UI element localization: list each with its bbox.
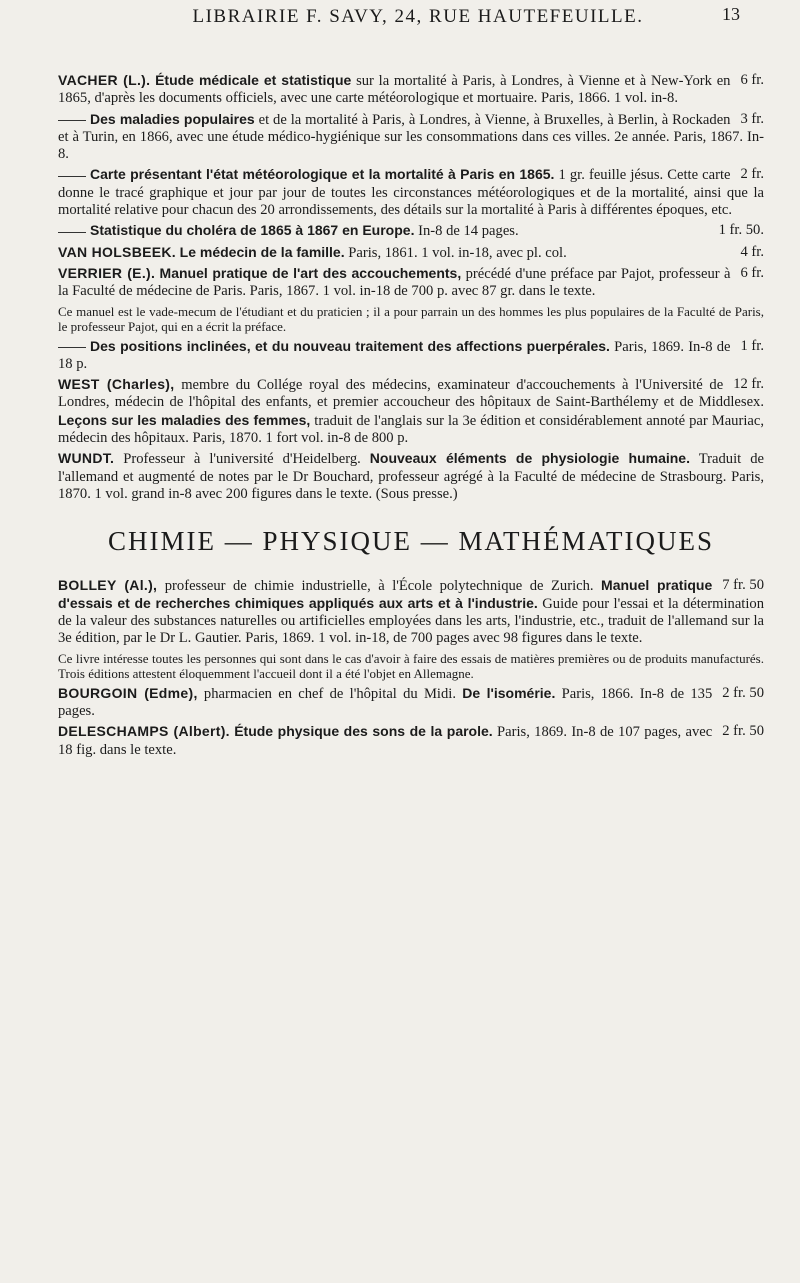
entry-text: In-8 de 14 pages. [418, 223, 519, 240]
catalogue-entry [58, 111, 764, 164]
entry-text: professeur de chimie industrielle, à l'École polytechnique de Zurich. [164, 577, 594, 594]
entry-text: Paris, 1861. 1 vol. in-18, avec pl. col. [348, 244, 567, 261]
entry-dash [58, 120, 86, 121]
entry-note: Ce livre intéresse toutes les personnes qui sont dans le cas d'avoir à faire des essais de matières premières ou de produits manufacturés. Trois éditions attestent éloquemment l'accueil dont il a été l'objet en Allemagne. [58, 650, 764, 682]
entry-author: DELESCHAMPS (Albert). [58, 723, 230, 740]
entry-title: Nouveaux éléments de physiologie humaine. [369, 450, 690, 467]
entry-note: Ce manuel est le vade-mecum de l'étudiant et du praticien ; il a pour parrain un des hommes les plus populaires de la Faculté de Paris, le professeur Pajot, qui en a écrit la préface. [58, 303, 764, 335]
medicine-entries [58, 72, 764, 503]
entry-author: WEST (Charles), [58, 376, 175, 393]
entry-text: Paris, 1866. In-8 de 135 pages. [58, 685, 713, 720]
running-head: LIBRAIRIE F. SAVY, 24, RUE HAUTEFEUILLE. [192, 6, 644, 27]
entry-title: Manuel pratique d'essais et de recherches chimiques appliqués aux arts et à l'industrie. [58, 576, 713, 611]
entry-price: 1 fr. [740, 337, 764, 354]
entry-title: Étude médicale et statistique [155, 72, 352, 88]
entry-price: 6 fr. [740, 264, 764, 281]
catalogue-entry [58, 222, 764, 240]
catalogue-entry [58, 338, 764, 374]
catalogue-entry [58, 166, 764, 219]
entry-title: Manuel pratique de l'art des accouchements, [159, 264, 462, 281]
catalogue-entry [58, 450, 764, 503]
entry-dash [58, 176, 86, 177]
entry-text: pharmacien en chef de l'hôpital du Midi. [203, 685, 456, 702]
entry-text: Guide pour l'essai et la détermination de la valeur des substances naturelles ou artificielles employées dans les arts, l'industrie, etc., traduit de l'allemand sur la 3e édition, par le Dr L. Gautier. Paris, 1869. 1 vol. in-18, de 700 pages avec 98 figures dans le texte. [58, 595, 764, 647]
entry-text: Paris, 1869. In-8 de 18 p. [58, 338, 731, 372]
page-number: 13 [722, 4, 740, 24]
entry-price: 6 fr. [740, 72, 764, 88]
catalogue-entry [58, 72, 764, 108]
entry-author: VAN HOLSBEEK. [58, 243, 176, 260]
catalogue-entry [58, 244, 764, 262]
entry-title: Des maladies populaires [90, 110, 255, 127]
science-entries [58, 577, 764, 759]
catalogue-entry [58, 685, 764, 721]
entry-author: WUNDT. [58, 450, 115, 467]
entry-author: VACHER (L.). [58, 72, 151, 88]
entry-text: Professeur à l'université d'Heidelberg. [123, 451, 361, 468]
entry-author: BOURGOIN (Edme), [58, 684, 198, 701]
entry-text: sur la mortalité à Paris, à Londres, à Vienne et à New-York en 1865, d'après les documents officiels, avec une carte météorologique et mortuaire. Paris, 1866. 1 vol. in-8. [58, 73, 731, 107]
entry-text: et de la mortalité à Paris, à Londres, à Vienne, à Bruxelles, à Berlin, à Rockaden et à Turin, en 1866, avec une étude médico-hygiénique sur les consommations dans ces villes. 2e année. Paris, 1867. In-8. [58, 111, 764, 163]
entry-text: précédé d'une préface par Pajot, professeur à la Faculté de médecine de Paris. Paris, 1867. 1 vol. in-18 de 700 p. avec 87 gr. dans le texte. [58, 265, 731, 300]
entry-price: 12 fr. [733, 376, 764, 393]
entry-text: 1 gr. feuille jésus. Cette carte donne le tracé graphique et jour par jour de toutes les circonstances météorologiques et de la mortalité, ainsi que la mortalité relative pour chacun des 20 arrondissements, des détails sur la mortalité à Paris à différentes époques, etc. [58, 167, 764, 219]
entry-title: Leçons sur les maladies des femmes, [58, 411, 311, 428]
entry-text: membre du Collége royal des médecins, examinateur d'accouchements à l'Université de Londres, médecin de l'hôpital des enfants, et premier accoucheur des hôpitaux de Saint-Barthélemy et de Middlesex. [58, 377, 764, 411]
entry-title: Statistique du choléra de 1865 à 1867 en Europe. [90, 222, 415, 239]
entry-title: Carte présentant l'état météorologique et la mortalité à Paris en 1865. [90, 166, 555, 183]
entry-title: Étude physique des sons de la parole. [234, 723, 493, 740]
catalogue-body [58, 72, 764, 762]
entry-text: Traduit de l'allemand et augmenté de notes par le Dr Bouchard, professeur agrégé à la Faculté de médecine de Strasbourg. Paris, 1870. 1 vol. grand in-8 avec 200 figures dans le texte. (Sous presse.) [58, 451, 764, 502]
entry-dash [58, 232, 86, 233]
catalogue-entry [58, 376, 764, 447]
entry-price: 4 fr. [740, 243, 764, 260]
entry-price: 2 fr. 50 [722, 723, 764, 740]
entry-price: 7 fr. 50 [722, 576, 764, 593]
catalogue-entry [58, 265, 764, 301]
entry-price: 2 fr. [740, 166, 764, 183]
section-heading: CHIMIE — PHYSIQUE — MATHÉMATIQUES [108, 526, 714, 557]
entry-title: Des positions inclinées, et du nouveau traitement des affections puerpérales. [90, 337, 610, 354]
entry-author: BOLLEY (Al.), [58, 576, 158, 593]
entry-price: 2 fr. 50 [722, 684, 764, 701]
entry-author: VERRIER (E.). [58, 264, 156, 281]
catalogue-entry [58, 723, 764, 759]
entry-title: De l'isomérie. [462, 684, 556, 701]
catalogue-entry [58, 577, 764, 648]
entry-dash [58, 347, 86, 348]
entry-price: 3 fr. [740, 110, 764, 127]
entry-title: Le médecin de la famille. [179, 243, 345, 260]
entry-price: 1 fr. 50. [718, 222, 764, 239]
entry-text: traduit de l'anglais sur la 3e édition et considérablement annoté par Mauriac, médecin des hôpitaux. Paris, 1870. 1 fort vol. in-8 de 800 p. [58, 412, 764, 447]
entry-text: Paris, 1869. In-8 de 107 pages, avec 18 fig. dans le texte. [58, 724, 713, 758]
